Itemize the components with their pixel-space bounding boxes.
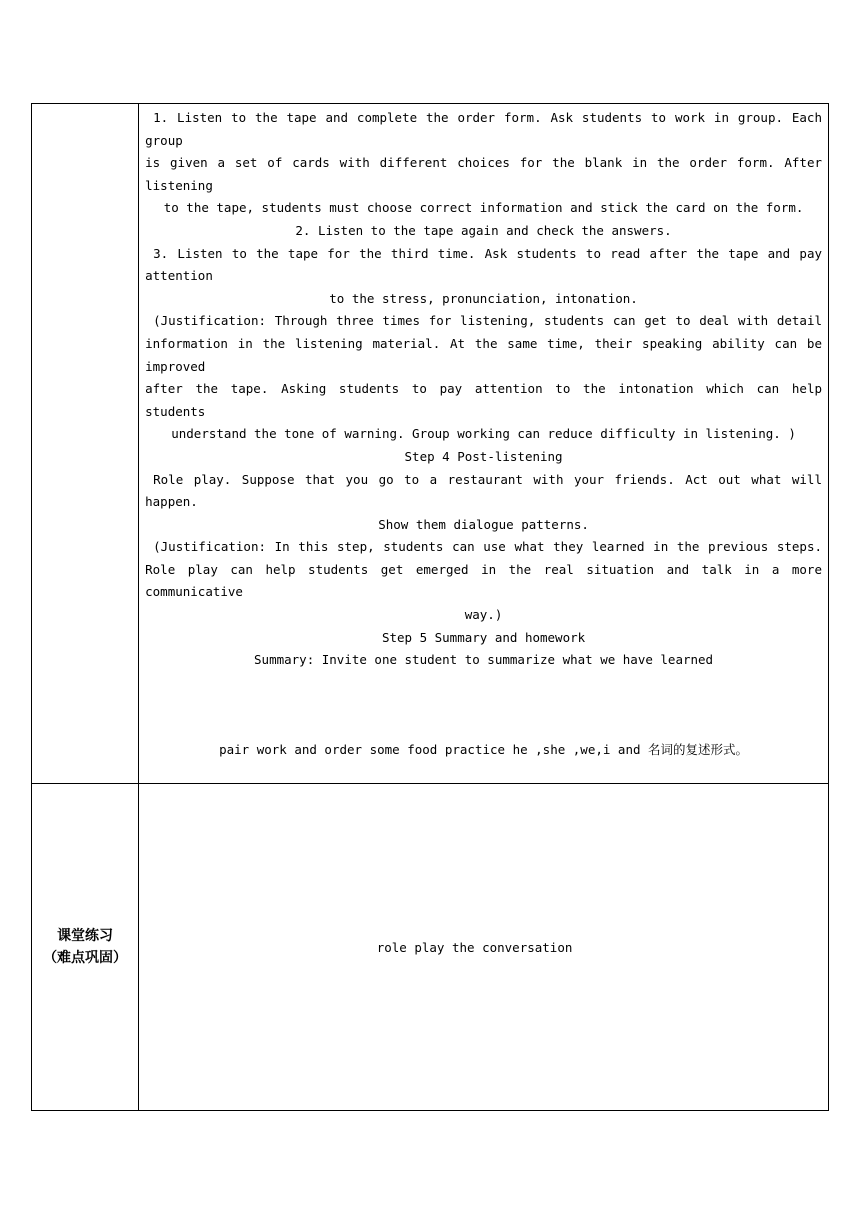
procedure-row xyxy=(32,104,829,784)
practice-label-subtitle: （难点巩固） xyxy=(43,950,128,966)
lesson-plan-table xyxy=(31,103,829,1111)
procedure-label-cell xyxy=(32,104,139,784)
procedure-line: is given a set of cards with different choices for the blank in the order form. After listening xyxy=(145,155,822,193)
procedure-line: understand the tone of warning. Group working can reduce difficulty in listening. ) xyxy=(171,426,796,442)
procedure-line: to the stress, pronunciation, intonation. xyxy=(329,290,638,306)
procedure-line: Role play can help students get emerged in the real situation and talk in a more communicative xyxy=(145,561,822,600)
practice-label-title: 课堂练习 xyxy=(57,928,114,944)
homework-line: pair work and order some food practice he ,she ,we,i and 名词的复述形式。 xyxy=(219,741,749,757)
procedure-line: Summary: Invite one student to summarize what we have learned xyxy=(254,652,714,668)
practice-label-cell xyxy=(32,784,139,1111)
step-heading: Step 4 Post-listening xyxy=(404,448,563,464)
procedure-line: 3. Listen to the tape for the third time. Ask students to read after the tape and pay attention xyxy=(145,245,822,284)
procedure-line: information in the listening material. At the same time, their speaking ability can be improved xyxy=(145,335,822,374)
practice-content: role play the conversation xyxy=(376,939,573,955)
procedure-line: 1. Listen to the tape and complete the order form. Ask students to work in group. Each group xyxy=(145,110,822,148)
practice-row xyxy=(32,784,829,1111)
procedure-line: (Justification: Through three times for listening, students can get to deal with detail xyxy=(153,313,822,329)
procedure-line: after the tape. Asking students to pay attention to the intonation which can help students xyxy=(145,381,822,419)
procedure-line: Role play. Suppose that you go to a restaurant with your friends. Act out what will happen. xyxy=(145,471,822,510)
procedure-line: (Justification: In this step, students can use what they learned in the previous steps. xyxy=(153,539,822,555)
procedure-line: to the tape, students must choose correct information and stick the card on the form. xyxy=(163,200,804,216)
procedure-content-cell xyxy=(139,104,829,784)
procedure-line: way.) xyxy=(464,607,503,623)
step-heading: Step 5 Summary and homework xyxy=(381,629,586,645)
procedure-line: 2. Listen to the tape again and check the answers. xyxy=(295,222,672,238)
procedure-line: Show them dialogue patterns. xyxy=(378,516,589,532)
practice-content-cell xyxy=(139,784,829,1111)
